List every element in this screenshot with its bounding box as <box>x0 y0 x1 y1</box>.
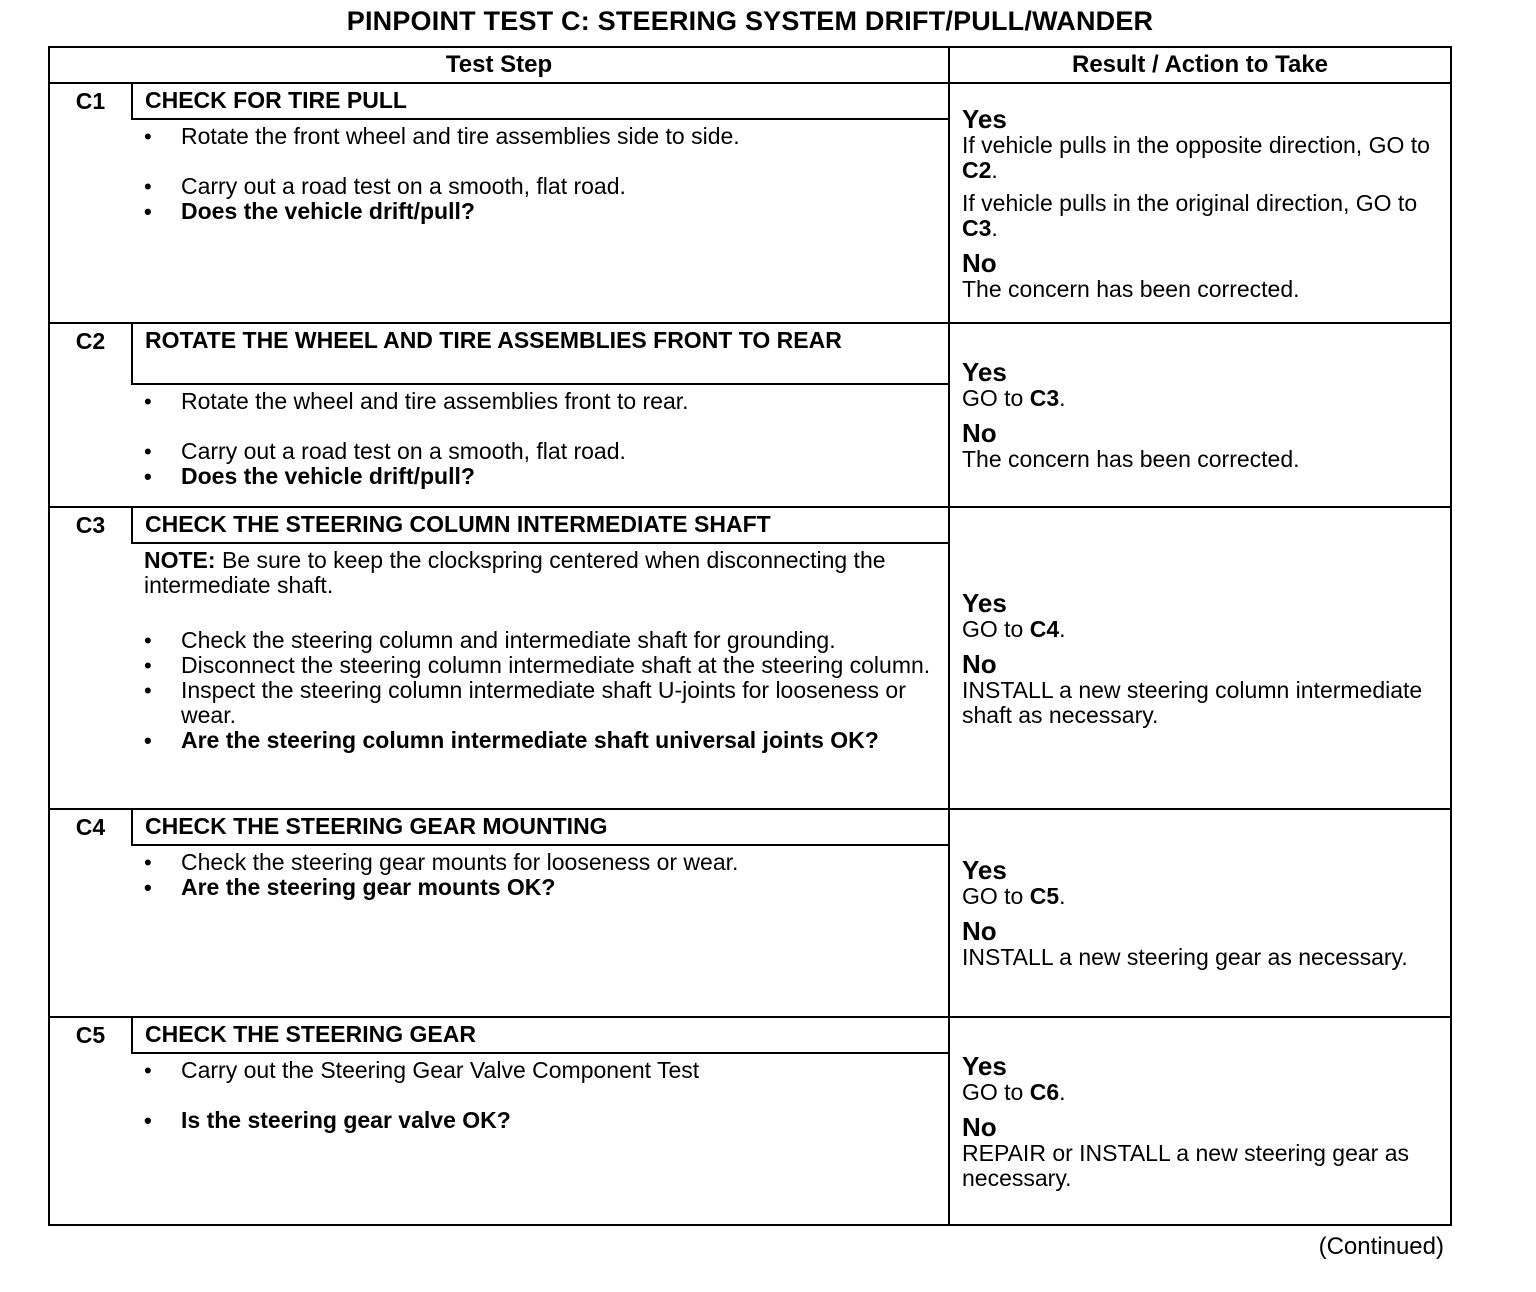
list-item: • Carry out the Steering Gear Valve Component Test <box>144 1058 936 1083</box>
list-item: • Carry out a road test on a smooth, flat road. <box>144 174 936 199</box>
no-action: INSTALL a new steering column intermediate shaft as necessary. <box>962 676 1423 728</box>
list-item: • Check the steering column and intermediate shaft for grounding. <box>144 628 936 653</box>
step-heading: ROTATE THE WHEEL AND TIRE ASSEMBLIES FRONT TO REAR <box>132 323 949 384</box>
page-title: PINPOINT TEST C: STEERING SYSTEM DRIFT/PULL/WANDER <box>346 6 1154 36</box>
list-item: • Carry out a road test on a smooth, flat road. <box>144 439 936 464</box>
yes-action: If vehicle pulls in the original direction, GO to C3. <box>962 189 1418 241</box>
step-heading: CHECK FOR TIRE PULL <box>132 83 949 119</box>
no-label: No <box>962 418 997 448</box>
step-heading: CHECK THE STEERING GEAR MOUNTING <box>132 809 949 845</box>
list-item: • Check the steering gear mounts for looseness or wear. <box>144 850 936 875</box>
yes-action: If vehicle pulls in the opposite direction, GO to C2. <box>962 131 1430 183</box>
yes-label: Yes <box>962 103 1007 134</box>
no-label: No <box>962 247 997 278</box>
step-reference: C4 <box>1029 615 1060 642</box>
list-item: • Is the steering gear valve OK? <box>144 1108 936 1133</box>
no-action: REPAIR or INSTALL a new steering gear as necessary. <box>962 1139 1409 1191</box>
step-result <box>949 83 1451 323</box>
step-result <box>949 1017 1451 1225</box>
no-action: The concern has been corrected. <box>962 275 1300 302</box>
step-body <box>132 119 949 323</box>
pinpoint-test-table <box>48 46 1452 1226</box>
step-body <box>132 1053 949 1225</box>
step-body <box>132 384 949 507</box>
step-heading: CHECK THE STEERING GEAR <box>132 1017 949 1053</box>
yes-label: Yes <box>962 357 1007 387</box>
note-text: Be sure to keep the clockspring centered when disconnecting the intermediate shaft. <box>144 547 886 598</box>
step-reference: C5 <box>1029 883 1060 909</box>
step-body <box>132 845 949 1017</box>
step-bullets <box>144 1058 936 1133</box>
header-test-step: Test Step <box>49 47 949 83</box>
step-id: C3 <box>49 507 132 543</box>
step-reference: C2 <box>962 156 992 183</box>
yes-label: Yes <box>962 1050 1007 1081</box>
list-item: • Rotate the front wheel and tire assemblies side to side. <box>144 124 936 149</box>
step-bullets <box>144 389 936 489</box>
yes-action: GO to C6. <box>962 1078 1066 1105</box>
no-label: No <box>962 1111 997 1142</box>
step-result <box>949 323 1451 507</box>
no-action: INSTALL a new steering gear as necessary. <box>962 944 1408 970</box>
yes-action: GO to C4. <box>962 615 1066 642</box>
step-id: C2 <box>49 323 132 384</box>
step-c5-heading-row <box>49 1017 1451 1053</box>
list-item: • Inspect the steering column intermediate shaft U-joints for looseness or wear. <box>144 678 936 728</box>
step-bullets <box>144 124 936 224</box>
step-reference: C3 <box>1029 385 1060 411</box>
step-reference: C6 <box>1029 1078 1060 1105</box>
step-bullets <box>144 850 936 900</box>
step-result <box>949 507 1451 809</box>
list-item: • Does the vehicle drift/pull? <box>144 464 936 489</box>
continued-label: (Continued) <box>1318 1233 1444 1260</box>
step-body <box>132 543 949 809</box>
yes-label: Yes <box>962 587 1007 618</box>
step-bullets <box>144 628 936 753</box>
yes-label: Yes <box>962 855 1007 885</box>
list-item: • Are the steering column intermediate shaft universal joints OK? <box>144 728 936 753</box>
step-c2-heading-row <box>49 323 1451 384</box>
step-id: C4 <box>49 809 132 845</box>
header-result-action: Result / Action to Take <box>949 47 1451 83</box>
no-label: No <box>962 916 997 946</box>
list-item: • Disconnect the steering column intermediate shaft at the steering column. <box>144 653 936 678</box>
step-id: C1 <box>49 83 132 119</box>
step-reference: C3 <box>962 214 992 241</box>
table-header-row <box>49 47 1451 83</box>
list-item: • Does the vehicle drift/pull? <box>144 199 936 224</box>
step-heading: CHECK THE STEERING COLUMN INTERMEDIATE SHAFT <box>132 507 949 543</box>
yes-action: GO to C5. <box>962 883 1066 909</box>
step-id: C5 <box>49 1017 132 1053</box>
note-label: NOTE: <box>144 547 216 573</box>
no-label: No <box>962 648 997 679</box>
step-c1-heading-row <box>49 83 1451 119</box>
step-result <box>949 809 1451 1017</box>
step-c4-heading-row <box>49 809 1451 845</box>
note <box>144 548 936 598</box>
list-item: • Are the steering gear mounts OK? <box>144 875 936 900</box>
no-action: The concern has been corrected. <box>962 446 1300 472</box>
yes-action: GO to C3. <box>962 385 1066 411</box>
step-c3-heading-row <box>49 507 1451 543</box>
list-item: • Rotate the wheel and tire assemblies front to rear. <box>144 389 936 414</box>
